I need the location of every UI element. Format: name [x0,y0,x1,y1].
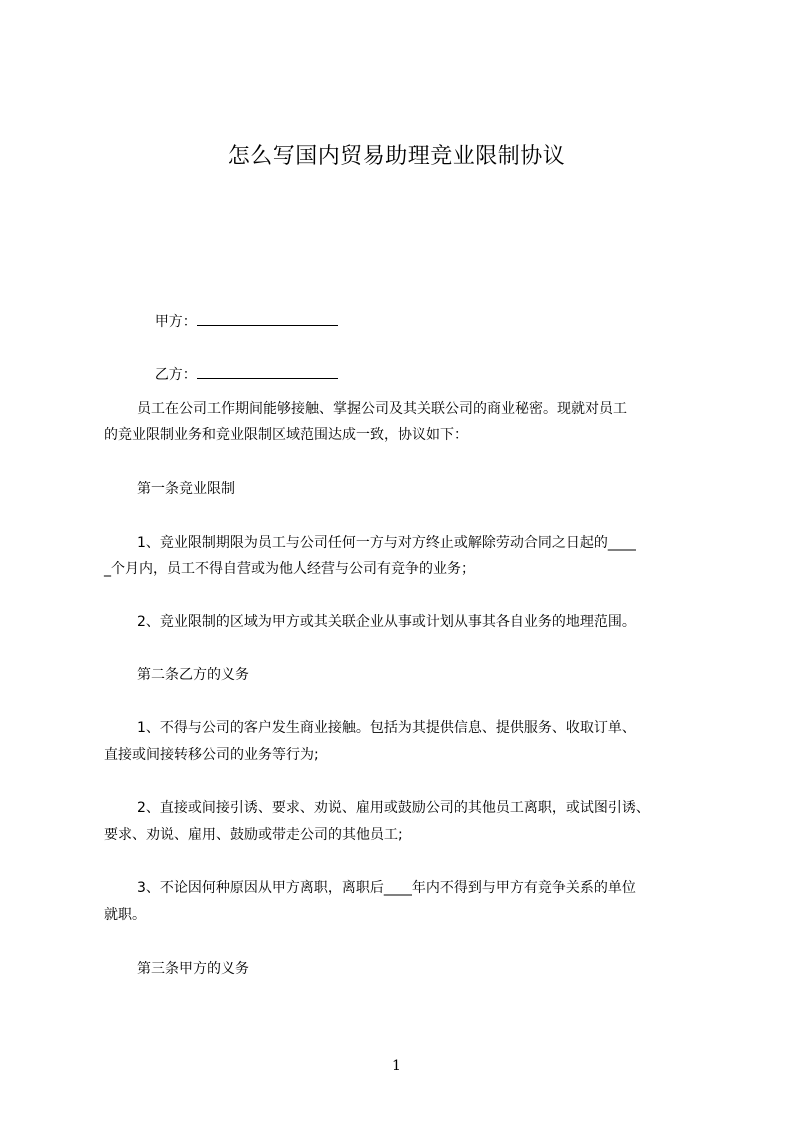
intro-line-2: 的竞业限制业务和竞业限制区域范围达成一致，协议如下： [104,427,468,443]
article2-heading: 第二条乙方的义务 [137,667,249,683]
party-a-label: 甲方： [154,314,197,330]
party-b-line [137,344,338,405]
article2-item2-line-1: 2、直接或间接引诱、要求、劝说、雇用或鼓励公司的其他员工离职，或试图引诱、 [137,800,650,816]
party-b-blank [197,364,338,379]
article2-item2-line-2: 要求、劝说、雇用、鼓励或带走公司的其他员工; [104,827,403,843]
party-a-blank [197,311,338,326]
article1-item2: 2、竞业限制的区域为甲方或其关联企业从事或计划从事其各自业务的地理范围。 [137,614,636,630]
party-a-line [137,291,338,352]
article2-item1-line-2: 直接或间接转移公司的业务等行为; [104,747,319,763]
article2-item3-line-1: 3、不论因何种原因从甲方离职，离职后____年内不得到与甲方有竞争关系的单位 [137,880,636,896]
article2-item3-line-2: 就职。 [104,907,146,923]
intro-line-1: 员工在公司工作期间能够接触、掌握公司及其关联公司的商业秘密。现就对员工 [137,401,627,417]
article1-item1-line-1: 1、竞业限制期限为员工与公司任何一方与对方终止或解除劳动合同之日起的____ [137,535,636,551]
article1-heading: 第一条竞业限制 [137,481,235,497]
party-b-label: 乙方： [154,367,197,383]
document-title: 怎么写国内贸易助理竞业限制协议 [227,144,566,169]
article2-item1-line-1: 1、不得与公司的客户发生商业接触。包括为其提供信息、提供服务、收取订单、 [137,720,636,736]
page-number: 1 [392,1058,401,1074]
article3-heading: 第三条甲方的义务 [137,961,249,977]
article1-item1-line-2: _个月内，员工不得自营或为他人经营与公司有竞争的业务； [104,561,475,577]
